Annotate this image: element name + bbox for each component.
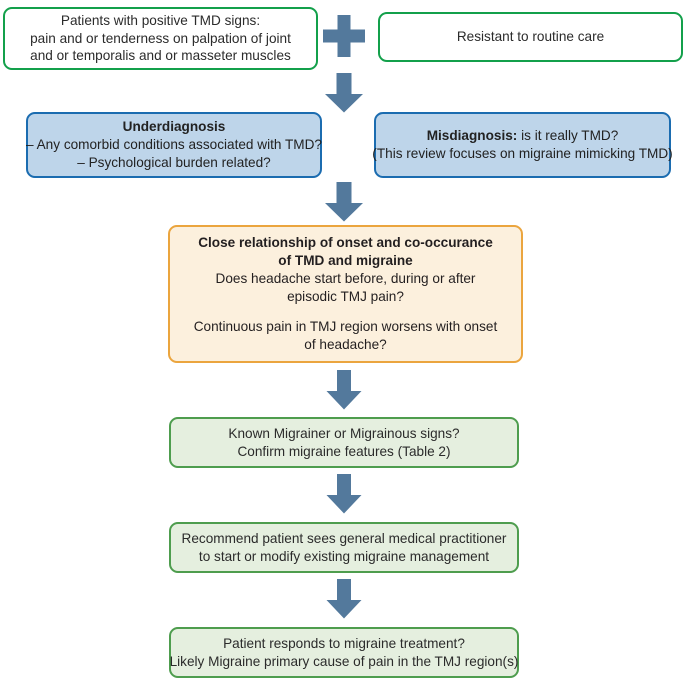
node-positive-tmd-signs: [3, 7, 318, 70]
node-misdiagnosis-heading-rest: is it really TMD?: [517, 128, 619, 144]
arrow-down-icon-2: [322, 182, 366, 222]
node-known-migrainer-line-1: Known Migrainer or Migrainous signs?: [228, 425, 460, 441]
node-known-migrainer-line-2: Confirm migraine features (Table 2): [237, 443, 451, 459]
node-patient-responds: [169, 627, 519, 678]
node-recommend-gp: [169, 522, 519, 573]
node-misdiagnosis: [374, 112, 671, 178]
node-positive-tmd-signs-line-1: Patients with positive TMD signs:: [60, 12, 261, 28]
node-positive-tmd-signs-line-2: pain and or tenderness on palpation of joint: [30, 30, 291, 46]
node-patient-responds-line-2: Likely Migraine primary cause of pain in the TMJ region(s): [169, 653, 519, 669]
node-underdiagnosis-line-2: – Psychological burden related?: [77, 154, 271, 170]
node-positive-tmd-signs-line-3: and or temporalis and or masseter muscles: [30, 48, 291, 64]
node-misdiagnosis-line-1: (This review focuses on migraine mimicking TMD): [372, 146, 673, 161]
node-recommend-gp-line-1: Recommend patient sees general medical practitioner: [181, 530, 507, 546]
node-known-migrainer: [169, 417, 519, 468]
arrow-down-icon-5: [324, 579, 364, 619]
node-close-relationship-heading-1: Close relationship of onset and co-occurance: [198, 235, 493, 251]
node-underdiagnosis-line-1: – Any comorbid conditions associated with TMD?: [26, 137, 322, 153]
node-resistant-routine-care-line-1: Resistant to routine care: [456, 29, 605, 45]
node-underdiagnosis: [26, 112, 322, 178]
node-resistant-routine-care: [378, 12, 683, 62]
node-recommend-gp-line-2: to start or modify existing migraine management: [198, 548, 490, 564]
node-close-relationship-heading-2: of TMD and migraine: [278, 253, 413, 269]
node-underdiagnosis-heading: Underdiagnosis: [122, 119, 226, 135]
node-close-relationship-line-2: episodic TMJ pain?: [287, 288, 404, 304]
node-close-relationship-line-4: of headache?: [304, 336, 387, 352]
node-misdiagnosis-heading-row: [427, 127, 619, 145]
node-close-relationship-line-1: Does headache start before, during or after: [215, 270, 476, 286]
node-close-relationship-line-3: Continuous pain in TMJ region worsens with onset: [193, 319, 498, 335]
arrow-down-icon-1: [322, 73, 366, 113]
node-close-relationship: [168, 225, 523, 363]
node-patient-responds-line-1: Patient responds to migraine treatment?: [223, 635, 465, 651]
node-misdiagnosis-heading: Misdiagnosis:: [426, 128, 518, 144]
plus-icon: [320, 12, 368, 60]
arrow-down-icon-3: [324, 370, 364, 410]
arrow-down-icon-4: [324, 474, 364, 514]
